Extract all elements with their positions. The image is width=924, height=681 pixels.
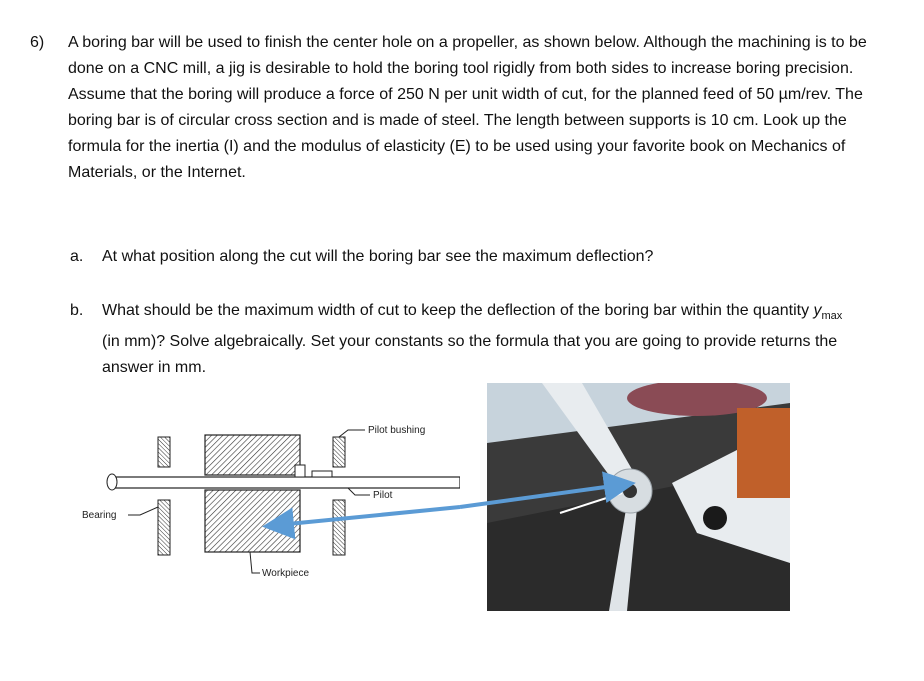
label-pilot-bushing: Pilot bushing (368, 425, 426, 436)
question-text: A boring bar will be used to finish the center hole on a propeller, as shown below. Although the machining is to be done on a CNC mill, a jig is desirable to hold the boring tool rigidly from both sides to increase boring precision. Assume that the boring will produce a force of 250 N per unit width of cut, for the planned feed of 50 µm/rev. The boring bar is of circular cross section and is made of steel. The length between supports is 10 cm. Look up the formula for the inertia (I) and the modulus of elasticity (E) to be used using your favorite book on Mechanics of Materials, or the Internet. (68, 34, 867, 181)
part-b-letter: b. (70, 302, 84, 319)
arrow-to-workpiece (278, 507, 460, 525)
part-a-letter: a. (70, 248, 84, 265)
label-bearing: Bearing (82, 510, 117, 521)
ymax-subscript: max (821, 310, 843, 323)
part-a-text: At what position along the cut will the boring bar see the maximum deflection? (102, 248, 654, 265)
question-number: 6) (30, 34, 45, 51)
part-b-text-post: (in mm)? Solve algebraically. Set your constants so the formula that you are going to provide returns the answer in mm. (102, 333, 838, 377)
label-pilot: Pilot (373, 490, 393, 501)
label-workpiece: Workpiece (262, 568, 310, 579)
ymax-symbol: y (813, 302, 822, 319)
arrow-to-propeller (460, 485, 620, 507)
part-b-text-pre: What should be the maximum width of cut to keep the deflection of the boring bar within the quantity (102, 302, 814, 319)
